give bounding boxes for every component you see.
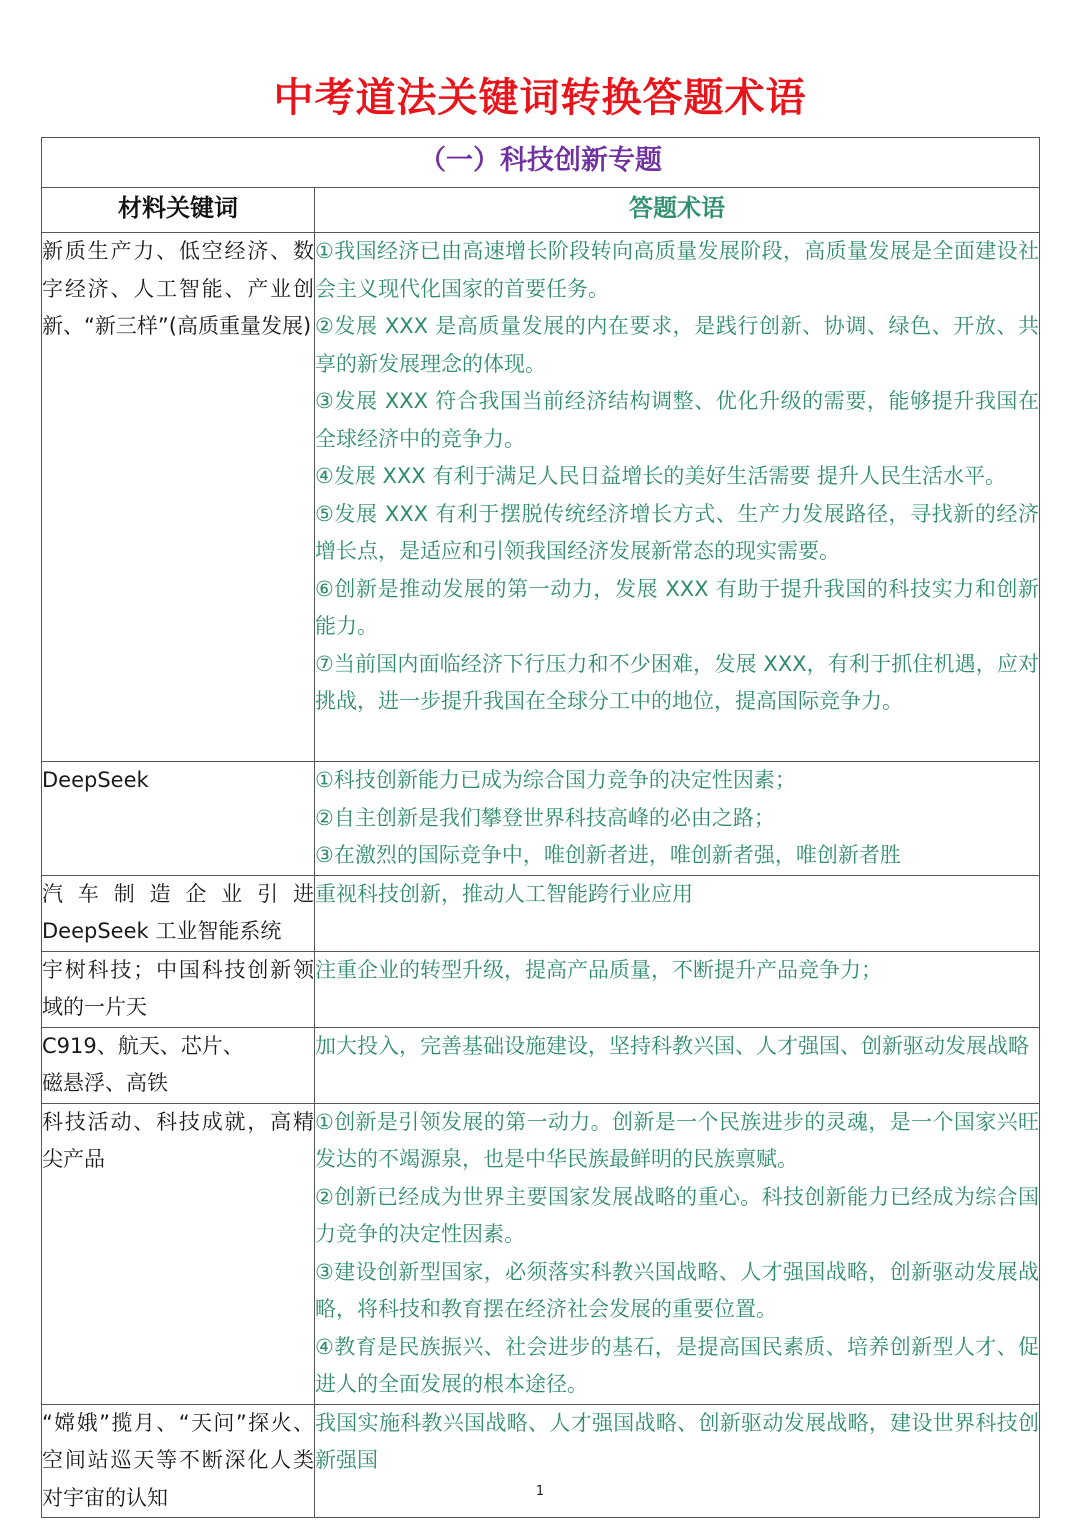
column-header-keyword: 材料关键词	[42, 188, 315, 233]
keyword-line: C919、航天、芯片、	[42, 1033, 244, 1058]
keyword-cell: “嫦娥”揽月、“天问”探火、空间站巡天等不断深化人类对宇宙的认知	[42, 1404, 315, 1518]
answer-point: ③发展 XXX 符合我国当前经济结构调整、优化升级的需要，能够提升我国在全球经济中的竞争力。	[315, 389, 1039, 451]
table-row	[42, 951, 1040, 1027]
keyword-cell: 科技活动、科技成就，高精尖产品	[42, 1103, 315, 1404]
answer-point: ④发展 XXX 有利于满足人民日益增长的美好生活需要 提升人民生活水平。	[315, 464, 1007, 488]
table-row	[42, 762, 1040, 876]
answer-cell	[315, 1103, 1040, 1404]
answer-cell	[315, 875, 1040, 951]
keyword-cell: 新质生产力、低空经济、数字经济、人工智能、产业创新、“新三样”(高质重量发展)	[42, 233, 315, 762]
answer-point: ①我国经济已由高速增长阶段转向高质量发展阶段，高质量发展是全面建设社会主义现代化国家的首要任务。	[315, 239, 1039, 301]
answer-point: ⑦当前国内面临经济下行压力和不少困难，发展 XXX，有利于抓住机遇，应对挑战，进一步提升我国在全球分工中的地位，提高国际竞争力。	[315, 651, 1039, 713]
answer-point: ②创新已经成为世界主要国家发展战略的重心。科技创新能力已经成为综合国力竞争的决定性因素。	[315, 1184, 1039, 1246]
answer-point: ①创新是引领发展的第一动力。创新是一个民族进步的灵魂，是一个国家兴旺发达的不竭源泉，也是中华民族最鲜明的民族禀赋。	[315, 1109, 1039, 1171]
answer-point: ⑤发展 XXX 有利于摆脱传统经济增长方式、生产力发展路径，寻找新的经济增长点，是适应和引领我国经济发展新常态的现实需要。	[315, 501, 1039, 563]
page-number: 1	[535, 1484, 545, 1499]
column-header-answer: 答题术语	[315, 188, 1040, 233]
answer-point: 重视科技创新，推动人工智能跨行业应用	[315, 881, 693, 906]
table-row	[42, 875, 1040, 951]
document-title: 中考道法关键词转换答题术语	[273, 75, 807, 121]
section-header-row	[42, 138, 1040, 188]
table-row	[42, 1404, 1040, 1518]
answer-point: ④教育是民族振兴、社会进步的基石，是提高国民素质、培养创新型人才、促进人的全面发展的根本途径。	[315, 1334, 1039, 1396]
table-row	[42, 1103, 1040, 1404]
answer-cell	[315, 951, 1040, 1027]
table-row	[42, 1027, 1040, 1103]
keyword-line: 磁悬浮、高铁	[42, 1071, 168, 1095]
column-header-row	[42, 188, 1040, 233]
keyword-line: DeepSeek 工业智能系统	[42, 919, 282, 943]
answer-point: ③在激烈的国际竞争中，唯创新者进，唯创新者强，唯创新者胜	[315, 843, 901, 867]
table-row	[42, 233, 1040, 762]
answer-point: ③建设创新型国家，必须落实科教兴国战略、人才强国战略，创新驱动发展战略，将科技和教育摆在经济社会发展的重要位置。	[315, 1259, 1039, 1321]
keyword-line: 汽车制造企业引进	[42, 881, 314, 906]
keyword-cell: DeepSeek	[42, 762, 315, 876]
keyword-table	[41, 137, 1040, 1518]
answer-point: ①科技创新能力已成为综合国力竞争的决定性因素；	[315, 768, 796, 792]
keyword-cell	[42, 1027, 315, 1103]
keyword-cell	[42, 875, 315, 951]
answer-cell	[315, 1404, 1040, 1518]
answer-cell	[315, 1027, 1040, 1103]
answer-point: 我国实施科教兴国战略、人才强国战略、创新驱动发展战略，建设世界科技创新强国	[315, 1410, 1039, 1472]
answer-point: 加大投入，完善基础设施建设，坚持科教兴国、人才强国、创新驱动发展战略	[315, 1033, 1029, 1058]
answer-point: ⑥创新是推动发展的第一动力，发展 XXX 有助于提升我国的科技实力和创新能力。	[315, 576, 1039, 638]
answer-point: 注重企业的转型升级，提高产品质量，不断提升产品竞争力；	[315, 957, 882, 982]
answer-point: ②发展 XXX 是高质量发展的内在要求，是践行创新、协调、绿色、开放、共享的新发展理念的体现。	[315, 314, 1039, 376]
keyword-cell: 宇树科技；中国科技创新领域的一片天	[42, 951, 315, 1027]
answer-point: ②自主创新是我们攀登世界科技高峰的必由之路；	[315, 805, 775, 830]
answer-cell	[315, 233, 1040, 762]
answer-cell	[315, 762, 1040, 876]
section-title: （一）科技创新专题	[42, 138, 1040, 188]
